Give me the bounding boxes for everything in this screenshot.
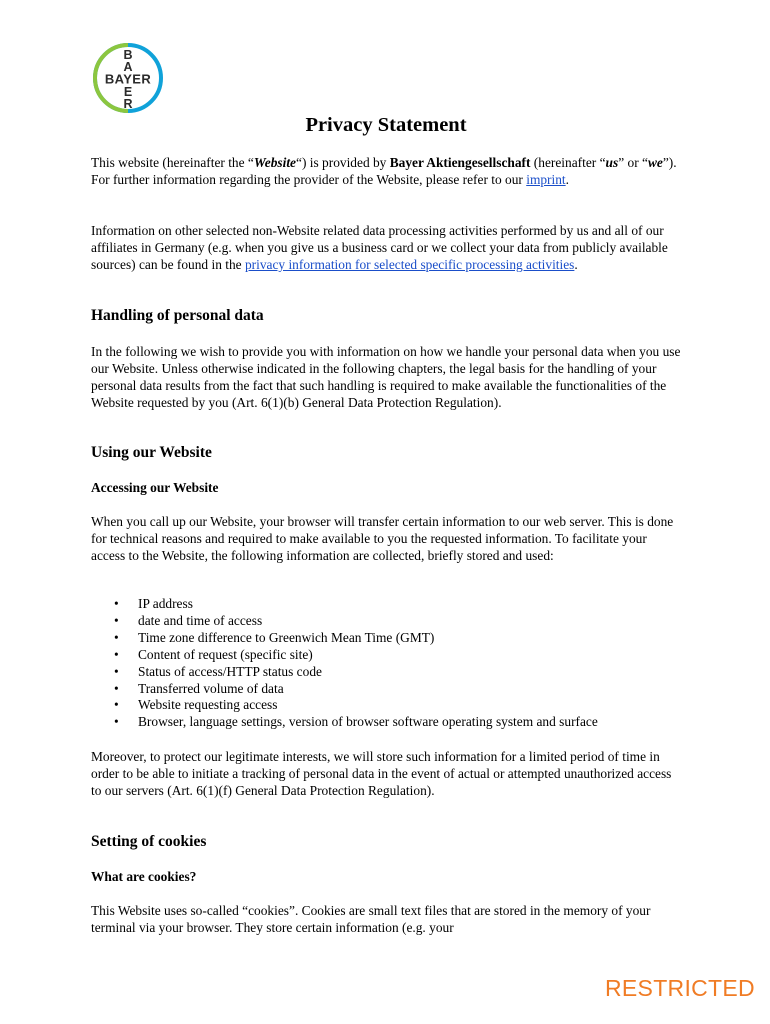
moreover-paragraph: Moreover, to protect our legitimate interests, we will store such information for a limited period of time in order to be able to initiate a tracking of personal data in the event of actual or attempted unauthorized access to our servers (Art. 6(1)(f) General Data Protection Regulation). (91, 749, 672, 798)
section-heading-using: Using our Website (91, 444, 212, 461)
list-item: • Website requesting access (91, 697, 691, 714)
cookies-paragraph: This Website uses so-called “cookies”. Cookies are small text files that are stored in the memory of your terminal via your browser. They store certain information (e.g. your (91, 903, 651, 935)
logo-word: BAYER (104, 71, 152, 87)
other-info-paragraph: Information on other selected non-Website related data processing activities performed by us and all of our affiliates in Germany (e.g. when you give us a business card or we collect your data from publicly available sources) can be found in the privacy information for selected specific processing activities. (91, 223, 668, 272)
imprint-link[interactable]: imprint (526, 172, 566, 187)
collected-info-list (91, 596, 691, 731)
list-item: • Status of access/HTTP status code (91, 664, 691, 681)
handling-paragraph: In the following we wish to provide you with information on how we handle your personal data when you use our Website. Unless otherwise indicated in the following chapters, the legal basis for the handling of your personal data results from the fact that such handling is required to make available the functionalities of the Website requested by you (Art. 6(1)(b) General Data Protection Regulation). (91, 344, 681, 410)
list-item: • Content of request (specific site) (91, 647, 691, 664)
list-item: • Transferred volume of data (91, 681, 691, 698)
bayer-logo (92, 42, 164, 114)
list-item: • Time zone difference to Greenwich Mean Time (GMT) (91, 630, 691, 647)
list-item: • date and time of access (91, 613, 691, 630)
section-heading-handling: Handling of personal data (91, 307, 264, 324)
logo-letter-a: A (123, 60, 133, 74)
subheading-what-are-cookies: What are cookies? (91, 869, 197, 884)
accessing-paragraph: When you call up our Website, your browser will transfer certain information to our web server. This is done for technical reasons and required to make available to you the requested information. To facilitate your access to the Website, the following information are collected, briefly stored and used: (91, 514, 674, 563)
section-heading-cookies: Setting of cookies (91, 833, 207, 850)
list-item: • Browser, language settings, version of browser software operating system and surface (91, 714, 691, 731)
logo-letter-r: R (123, 97, 133, 111)
intro-paragraph: This website (hereinafter the “Website“) is provided by Bayer Aktiengesellschaft (hereinafter “us” or “we”). For further information regarding the provider of the Website, please refer to our imprint. (91, 155, 677, 187)
page-title: Privacy Statement (305, 114, 467, 136)
subheading-accessing: Accessing our Website (91, 480, 219, 495)
logo-letter-b: B (123, 48, 133, 62)
list-item: • IP address (91, 596, 691, 613)
logo-letter-e: E (123, 85, 133, 99)
classification-label: RESTRICTED (605, 975, 755, 1001)
privacy-information-link[interactable]: privacy information for selected specific processing activities (244, 257, 575, 272)
